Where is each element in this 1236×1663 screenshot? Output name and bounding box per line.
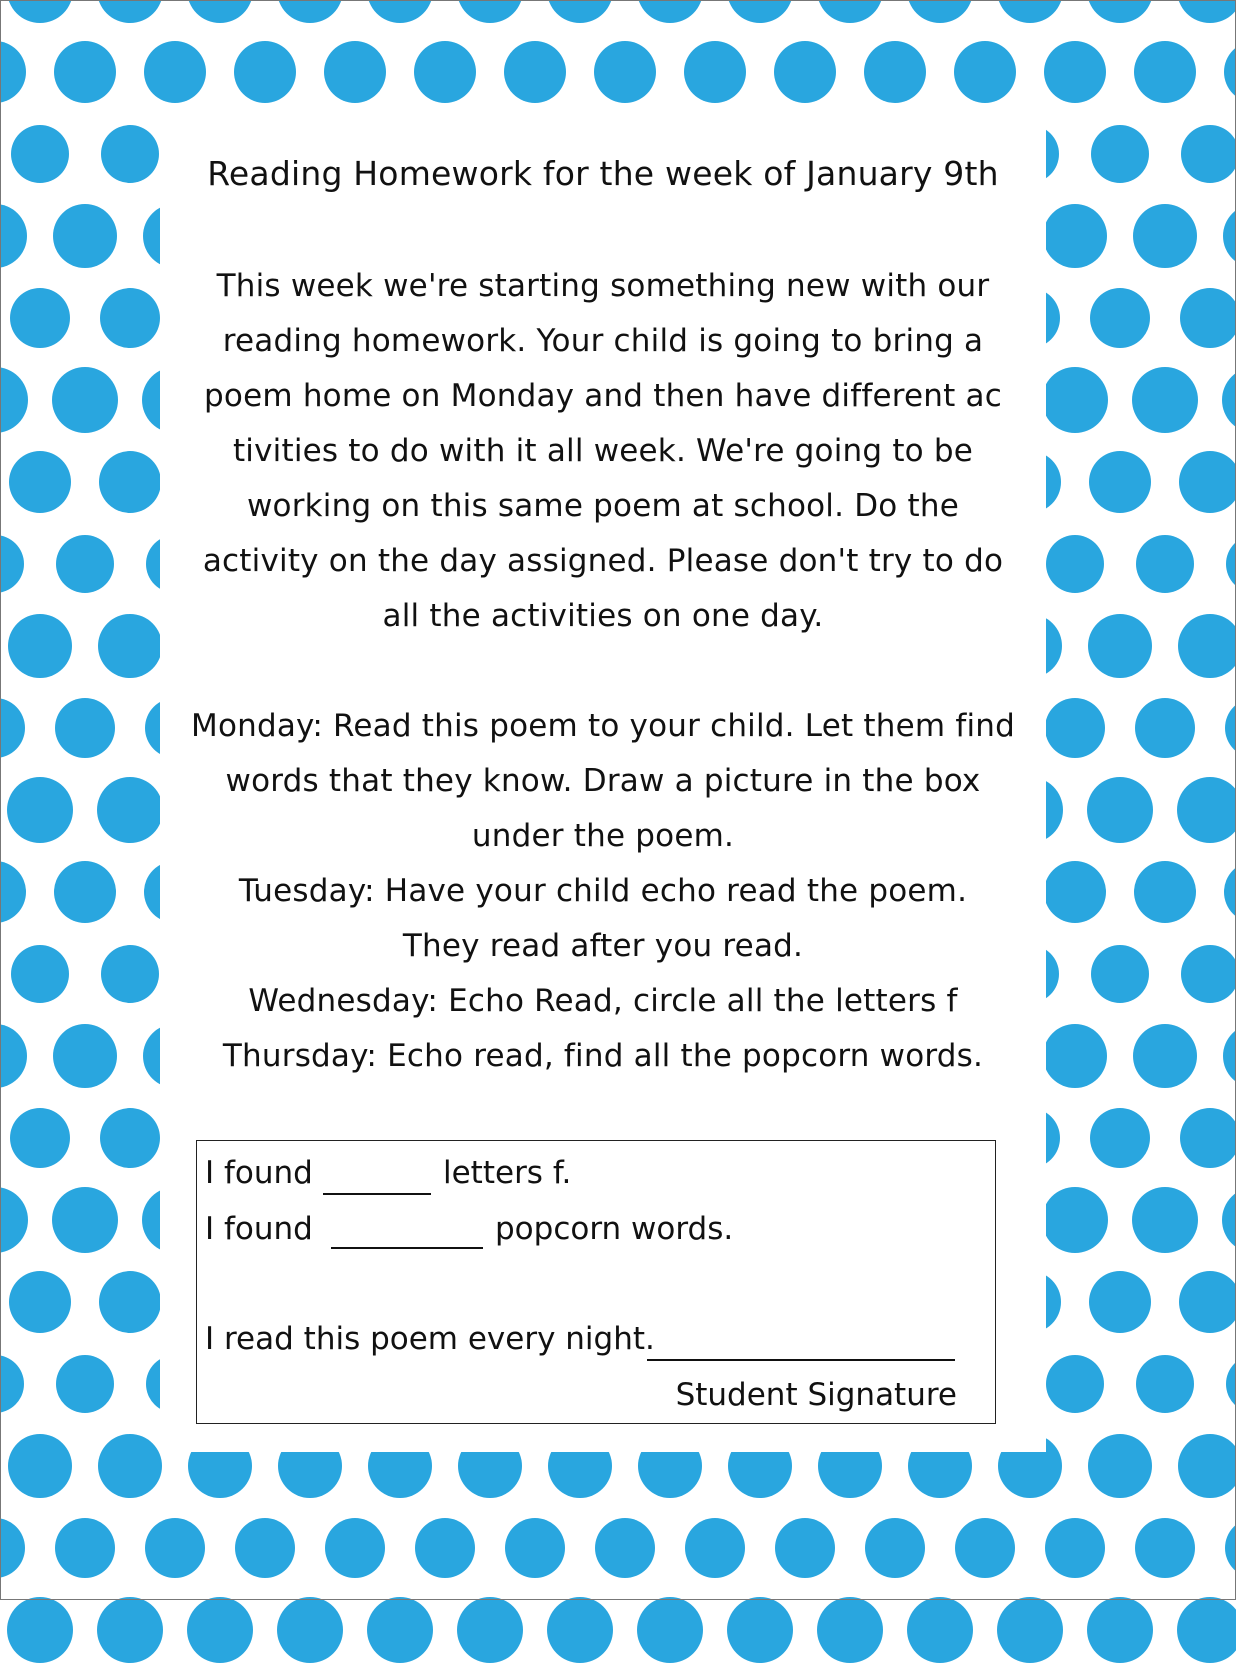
polka-dot xyxy=(504,41,566,103)
polka-dot xyxy=(1043,204,1107,268)
polka-dot xyxy=(1132,367,1198,433)
polka-dot xyxy=(1133,204,1197,268)
polka-dot xyxy=(1222,1187,1236,1253)
polka-dot xyxy=(1179,451,1236,513)
polka-dot xyxy=(1134,861,1196,923)
polka-dot xyxy=(8,1434,72,1498)
polka-dot xyxy=(54,861,116,923)
polka-dot xyxy=(637,0,703,23)
polka-dot xyxy=(97,1597,163,1663)
polka-dot xyxy=(100,288,160,348)
popcorn-found-prefix: I found xyxy=(205,1211,313,1247)
polka-dot xyxy=(1133,1024,1197,1088)
polka-dot xyxy=(595,1518,655,1578)
polka-dot xyxy=(727,1597,793,1663)
polka-dot xyxy=(367,1597,433,1663)
polka-dot xyxy=(817,1597,883,1663)
polka-dot xyxy=(547,1597,613,1663)
signature-caption: Student Signature xyxy=(675,1377,957,1413)
polka-dot xyxy=(1091,125,1149,183)
polka-dot xyxy=(457,1597,523,1663)
polka-dot xyxy=(10,1108,70,1168)
polka-dot xyxy=(98,614,162,678)
polka-dot xyxy=(7,1597,73,1663)
schedule-tuesday: They read after you read. xyxy=(402,928,804,964)
polka-dot xyxy=(235,1518,295,1578)
polka-dot xyxy=(685,1518,745,1578)
signature-line[interactable] xyxy=(647,1359,955,1361)
polka-dot xyxy=(0,1187,28,1253)
polka-dot xyxy=(100,1108,160,1168)
polka-dot xyxy=(1226,1355,1236,1413)
popcorn-found-suffix: popcorn words. xyxy=(495,1211,734,1247)
polka-dot xyxy=(56,535,114,593)
polka-dot xyxy=(997,1597,1063,1663)
polka-dot xyxy=(53,204,117,268)
polka-dot xyxy=(144,41,206,103)
polka-dot xyxy=(1089,1271,1151,1333)
page-title: Reading Homework for the week of January 9th xyxy=(207,154,999,193)
polka-dot xyxy=(1225,1518,1236,1578)
homework-letter-panel xyxy=(160,118,1046,1452)
polka-dot xyxy=(907,0,973,23)
polka-dot xyxy=(0,1355,24,1413)
polka-dot xyxy=(99,451,161,513)
polka-dot xyxy=(1090,288,1150,348)
polka-dot xyxy=(325,1518,385,1578)
polka-dot xyxy=(98,1434,162,1498)
polka-dot xyxy=(775,1518,835,1578)
polka-dot xyxy=(637,1597,703,1663)
polka-dot xyxy=(1045,1518,1105,1578)
popcorn-count-blank[interactable] xyxy=(331,1247,483,1249)
polka-dot xyxy=(1134,41,1196,103)
polka-dot xyxy=(324,41,386,103)
polka-dot xyxy=(0,861,26,923)
polka-dot xyxy=(187,0,253,23)
polka-dot xyxy=(52,367,118,433)
polka-dot xyxy=(1178,614,1236,678)
polka-dot xyxy=(1178,1434,1236,1498)
polka-dot xyxy=(99,1271,161,1333)
polka-dot xyxy=(1087,1597,1153,1663)
letters-found-suffix: letters f. xyxy=(443,1155,572,1191)
polka-dot xyxy=(1089,451,1151,513)
polka-dot xyxy=(54,41,116,103)
schedule-monday: under the poem. xyxy=(471,818,735,854)
polka-dot xyxy=(1045,698,1105,758)
polka-dot xyxy=(727,0,793,23)
intro-line: This week we're starting something new with our xyxy=(216,268,990,304)
polka-dot xyxy=(187,1597,253,1663)
polka-dot xyxy=(1222,367,1236,433)
polka-dot xyxy=(1181,125,1236,183)
polka-dot xyxy=(1225,698,1236,758)
polka-dot xyxy=(0,367,28,433)
polka-dot xyxy=(234,41,296,103)
polka-dot xyxy=(52,1187,118,1253)
polka-dot xyxy=(1091,945,1149,1003)
polka-dot xyxy=(1177,777,1236,843)
polka-dot xyxy=(101,125,159,183)
polka-dot xyxy=(0,698,25,758)
polka-dot xyxy=(0,204,27,268)
polka-dot xyxy=(1180,288,1236,348)
polka-dot xyxy=(1087,0,1153,23)
read-statement: I read this poem every night. xyxy=(205,1321,655,1357)
polka-dot xyxy=(9,1271,71,1333)
polka-dot xyxy=(1136,1355,1194,1413)
polka-dot xyxy=(1132,1187,1198,1253)
polka-dot xyxy=(11,125,69,183)
polka-dot xyxy=(277,0,343,23)
polka-dot xyxy=(865,1518,925,1578)
polka-dot xyxy=(684,41,746,103)
polka-dot xyxy=(1224,861,1236,923)
polka-dot xyxy=(864,41,926,103)
polka-dot xyxy=(457,0,523,23)
polka-dot xyxy=(1226,535,1236,593)
polka-dot xyxy=(53,1024,117,1088)
polka-dot xyxy=(1044,861,1106,923)
polka-dot xyxy=(1046,535,1104,593)
polka-dot xyxy=(11,945,69,1003)
polka-dot xyxy=(7,777,73,843)
letters-found-prefix: I found xyxy=(205,1155,313,1191)
polka-dot xyxy=(1224,41,1236,103)
polka-dot xyxy=(774,41,836,103)
polka-dot xyxy=(1179,1271,1236,1333)
polka-dot xyxy=(594,41,656,103)
polka-dot xyxy=(101,945,159,1003)
polka-dot xyxy=(55,698,115,758)
polka-dot xyxy=(1090,1108,1150,1168)
polka-dot xyxy=(955,1518,1015,1578)
polka-dot xyxy=(0,41,26,103)
letters-count-blank[interactable] xyxy=(323,1193,431,1195)
polka-dot xyxy=(97,0,163,23)
polka-dot xyxy=(907,1597,973,1663)
polka-dot xyxy=(1136,535,1194,593)
intro-line: all the activities on one day. xyxy=(382,598,824,634)
polka-dot xyxy=(9,451,71,513)
polka-dot xyxy=(367,0,433,23)
schedule-tuesday: Tuesday: Have your child echo read the poem. xyxy=(238,873,968,909)
polka-dot xyxy=(1135,698,1195,758)
polka-dot xyxy=(8,614,72,678)
polka-dot xyxy=(97,777,163,843)
response-box xyxy=(196,1140,996,1424)
polka-dot xyxy=(1044,41,1106,103)
schedule-wednesday: Wednesday: Echo Read, circle all the letters f xyxy=(248,983,958,1019)
schedule-monday: Monday: Read this poem to your child. Let them find xyxy=(191,708,1015,744)
polka-dot xyxy=(145,1518,205,1578)
polka-dot xyxy=(55,1518,115,1578)
polka-dot xyxy=(1177,0,1236,23)
polka-dot xyxy=(1223,204,1236,268)
polka-dot xyxy=(1177,1597,1236,1663)
polka-dot xyxy=(414,41,476,103)
schedule-monday: words that they know. Draw a picture in the box xyxy=(225,763,981,799)
polka-dot xyxy=(547,0,613,23)
polka-dot xyxy=(1046,1355,1104,1413)
polka-dot xyxy=(1135,1518,1195,1578)
polka-dot xyxy=(0,1024,27,1088)
polka-dot xyxy=(1042,1187,1108,1253)
polka-dot xyxy=(0,535,24,593)
polka-dot xyxy=(0,1518,25,1578)
intro-line: working on this same poem at school. Do the xyxy=(246,488,959,524)
schedule-thursday: Thursday: Echo read, find all the popcorn words. xyxy=(222,1038,984,1074)
polka-dot xyxy=(817,0,883,23)
intro-line: reading homework. Your child is going to bring a xyxy=(222,323,984,359)
polka-dot xyxy=(7,0,73,23)
polka-dot xyxy=(415,1518,475,1578)
polka-dot xyxy=(1181,945,1236,1003)
polka-dot xyxy=(1087,777,1153,843)
polka-dot xyxy=(1042,367,1108,433)
polka-dot xyxy=(1180,1108,1236,1168)
polka-dot xyxy=(56,1355,114,1413)
polka-dot xyxy=(505,1518,565,1578)
polka-dot xyxy=(10,288,70,348)
intro-line: poem home on Monday and then have different ac xyxy=(204,378,1002,414)
polka-dot xyxy=(997,0,1063,23)
polka-dot xyxy=(1088,1434,1152,1498)
polka-dot xyxy=(1223,1024,1236,1088)
polka-dot xyxy=(1043,1024,1107,1088)
polka-dot xyxy=(1088,614,1152,678)
intro-line: activity on the day assigned. Please don't try to do xyxy=(202,543,1004,579)
intro-line: tivities to do with it all week. We're going to be xyxy=(232,433,974,469)
polka-dot xyxy=(277,1597,343,1663)
polka-dot xyxy=(954,41,1016,103)
